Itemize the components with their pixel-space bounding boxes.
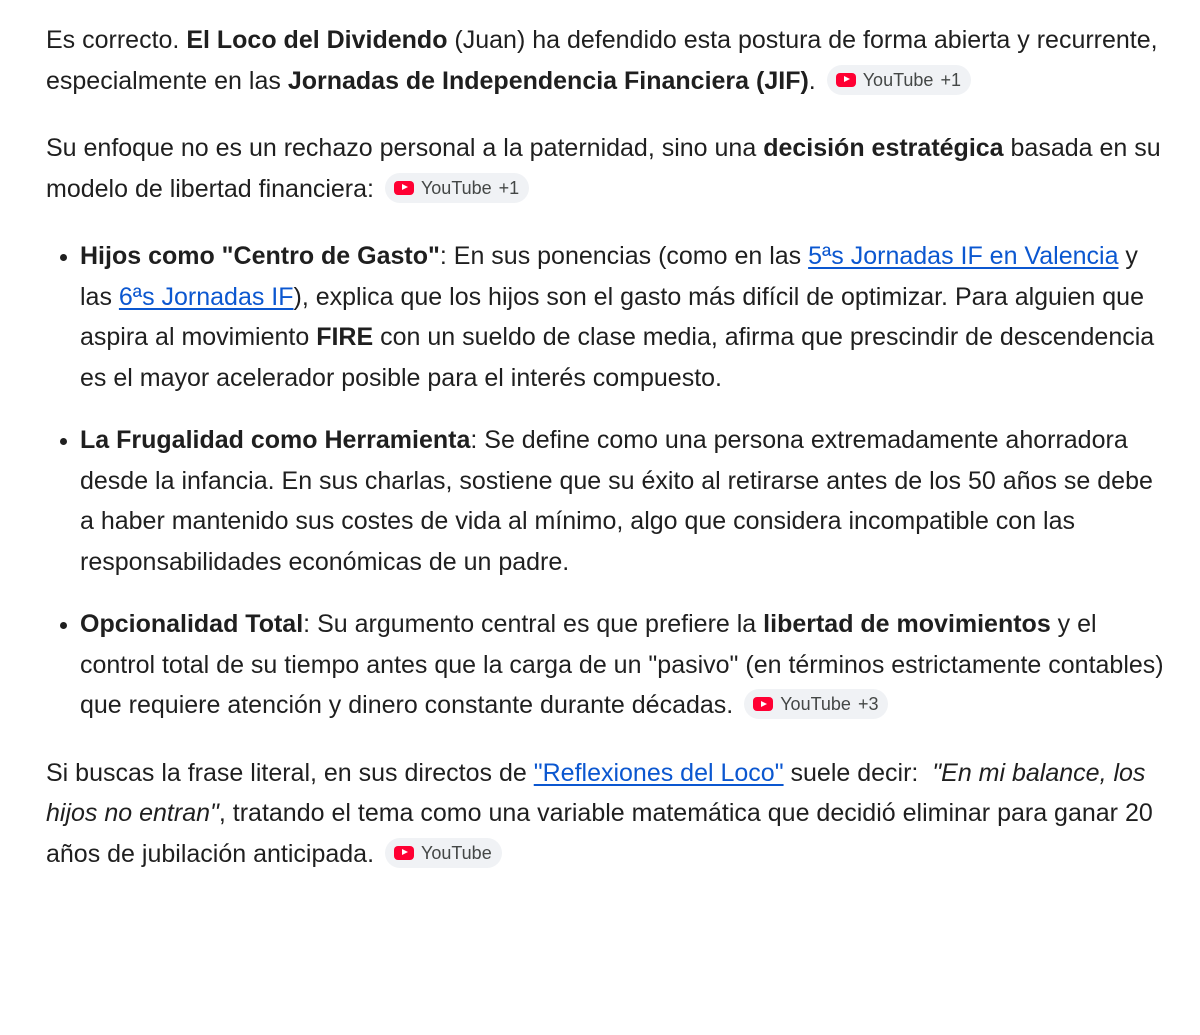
list-item: • Hijos como "Centro de Gasto": En sus ponencias (como en las 5ªs Jornadas IF en Valencia y las 6ªs Jornadas IF), explica que los hijos son el gasto más difícil de optimizar. Para alguien que aspira al movimiento FIRE con un sueldo de clase media, afirma que prescindir de descendencia es el mayor acelerador posible para el interés compuesto.: [80, 236, 1171, 398]
response-body: [46, 20, 1171, 901]
quote-text: "En mi balance, los hijos no entran": [46, 758, 1146, 827]
list-item: • Opcionalidad Total: Su argumento central es que prefiere la libertad de movimientos y el control total de su tiempo antes que la carga de un "pasivo" (en términos estrictamente contables) que requiere atención y dinero constante durante décadas. YouTube +3: [80, 604, 1171, 726]
bullet-title: Opcionalidad Total: [80, 610, 304, 638]
link-5-jornadas-valencia[interactable]: 5ªs Jornadas IF en Valencia: [808, 242, 1119, 270]
source-chip-youtube[interactable]: YouTube +1: [827, 65, 971, 95]
source-chip-youtube[interactable]: YouTube +3: [744, 689, 888, 719]
source-chip-youtube[interactable]: YouTube: [385, 838, 502, 868]
bullet-title: Hijos como "Centro de Gasto": [80, 242, 440, 270]
youtube-icon: [394, 181, 414, 195]
bold-author-name: El Loco del Dividendo: [186, 26, 448, 54]
bold-freedom: libertad de movimientos: [763, 610, 1051, 638]
youtube-icon: [394, 846, 414, 860]
bullet-title: La Frugalidad como Herramienta: [80, 426, 471, 454]
intro-paragraph: Es correcto. El Loco del Dividendo (Juan) ha defendido esta postura de forma abierta y recurrente, especialmente en las Jornadas de Independencia Financiera (JIF). YouTube +1: [46, 26, 1158, 95]
link-reflexiones-del-loco[interactable]: "Reflexiones del Loco": [533, 758, 784, 787]
closing-paragraph: Si buscas la frase literal, en sus directos de "Reflexiones del Loco" suele decir: "En mi balance, los hijos no entran", tratando el tema como una variable matemática que decidió eliminar para ganar 20 años de jubilación anticipada. YouTube: [46, 758, 1153, 868]
source-chip-youtube[interactable]: YouTube +1: [385, 173, 529, 203]
youtube-icon: [753, 697, 773, 711]
youtube-icon: [836, 73, 856, 87]
list-item: • La Frugalidad como Herramienta: Se define como una persona extremadamente ahorradora desde la infancia. En sus charlas, sostiene que su éxito al retirarse antes de los 50 años se debe a haber mantenido sus costes de vida al mínimo, algo que considera incompatible con las responsabilidades económicas de un padre.: [80, 420, 1171, 582]
bold-strategic-decision: decisión estratégica: [763, 134, 1004, 162]
focus-paragraph: Su enfoque no es un rechazo personal a la paternidad, sino una decisión estratégica basada en su modelo de libertad financiera: YouTube +1: [46, 134, 1161, 203]
bullet-list: [46, 236, 1171, 726]
bold-fire: FIRE: [316, 323, 374, 351]
link-6-jornadas[interactable]: 6ªs Jornadas IF: [118, 282, 294, 311]
bold-event-name: Jornadas de Independencia Financiera (JIF): [287, 66, 809, 95]
